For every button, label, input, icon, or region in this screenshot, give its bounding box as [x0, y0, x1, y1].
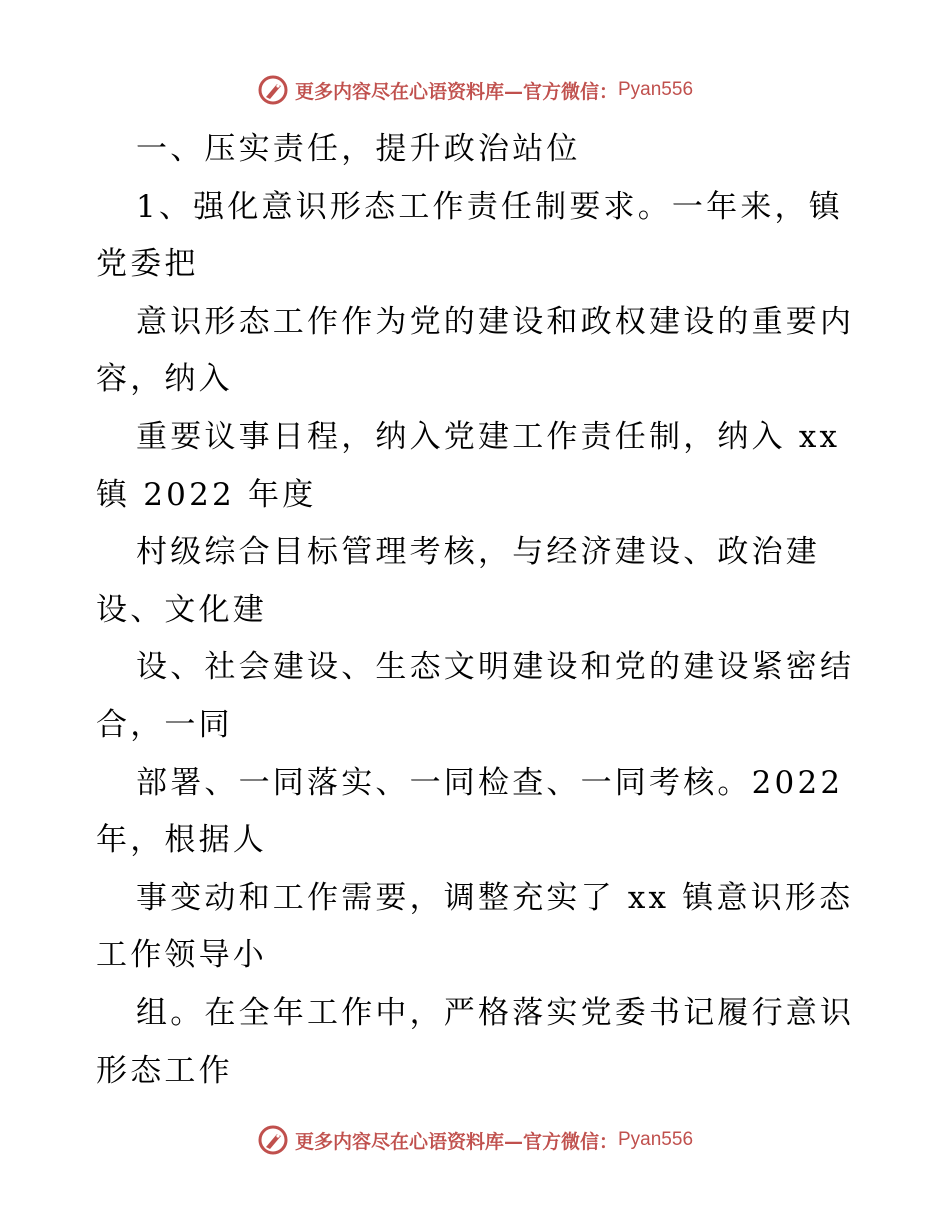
paragraph-line: 镇 2022 年度 — [96, 476, 317, 513]
banner-text: 更多内容尽在心语资料库—官方微信： — [294, 1130, 618, 1153]
header-watermark-banner — [0, 70, 950, 110]
banner-wechat-id: Pyan556 — [618, 1129, 694, 1150]
paragraph-line: 党委把 — [96, 246, 199, 283]
footer-watermark-banner — [0, 1120, 950, 1160]
paragraph-line: 部署、一同落实、一同检查、一同考核。2022 — [136, 764, 844, 801]
pen-nib-logo-icon — [257, 74, 289, 106]
banner-text: 更多内容尽在心语资料库—官方微信： — [294, 80, 618, 103]
paragraph-line: 重要议事日程，纳入党建工作责任制，纳入 xx — [136, 418, 841, 455]
paragraph-line: 年，根据人 — [96, 822, 267, 859]
paragraph-line: 设、社会建设、生态文明建设和党的建设紧密结 — [136, 649, 855, 686]
paragraph-line: 1、强化意识形态工作责任制要求。一年来，镇 — [136, 188, 843, 225]
paragraph-line: 形态工作 — [96, 1052, 233, 1089]
paragraph-line: 工作领导小 — [96, 937, 267, 974]
paragraph-line: 容，纳入 — [96, 361, 233, 398]
paragraph-line: 合，一同 — [96, 706, 233, 743]
section-heading: 一、压实责任，提升政治站位 — [136, 131, 581, 167]
paragraph-line: 组。在全年工作中，严格落实党委书记履行意识 — [136, 994, 855, 1031]
paragraph-line: 设、文化建 — [96, 591, 267, 628]
banner-wechat-id: Pyan556 — [618, 79, 694, 100]
paragraph-line: 村级综合目标管理考核，与经济建设、政治建 — [136, 534, 820, 571]
paragraph-line: 事变动和工作需要，调整充实了 xx 镇意识形态 — [136, 879, 854, 916]
paragraph-line: 意识形态工作作为党的建设和政权建设的重要内 — [136, 303, 855, 340]
pen-nib-logo-icon — [257, 1124, 289, 1156]
document-body — [96, 121, 856, 1100]
